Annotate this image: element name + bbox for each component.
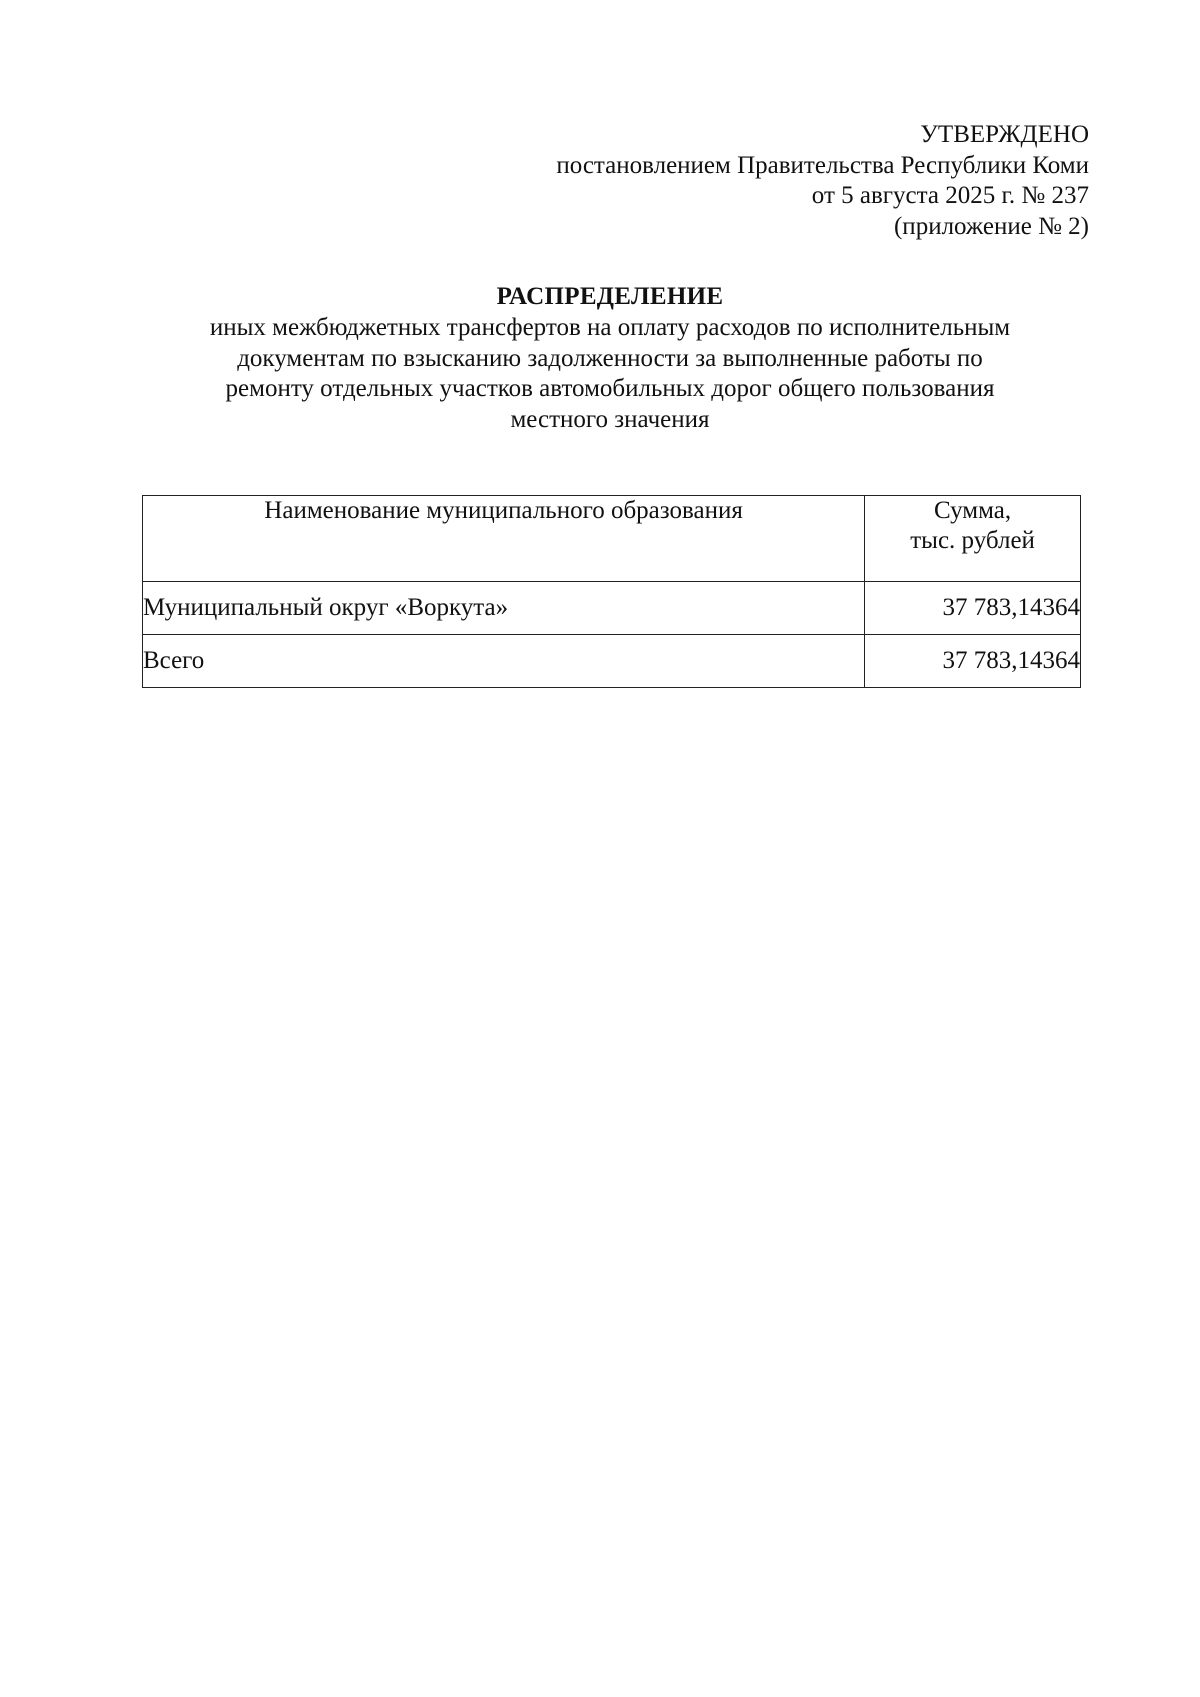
subtitle-line: ремонту отдельных участков автомобильных дорог общего пользования	[225, 375, 995, 402]
subtitle-line: местного значения	[510, 405, 710, 433]
document-subtitle	[135, 313, 1085, 435]
table-row-total	[143, 635, 1081, 688]
sum-cell: 37 783,14364	[865, 582, 1081, 635]
table-row	[143, 582, 1081, 635]
document-heading	[135, 282, 1085, 435]
column-header-municipality: Наименование муниципального образования	[143, 496, 865, 582]
column-header-sum-unit: тыс. рублей	[910, 527, 1035, 554]
subtitle-line: иных межбюджетных трансфертов на оплату расходов по исполнительным	[209, 314, 1011, 341]
document-title: РАСПРЕДЕЛЕНИЕ	[496, 283, 724, 310]
approval-stamp-block	[556, 120, 1089, 242]
approval-appendix: (приложение № 2)	[893, 212, 1089, 240]
table-header-row	[143, 496, 1081, 582]
subtitle-line: документам по взысканию задолженности за выполненные работы по	[237, 344, 983, 372]
approval-title: УТВЕРЖДЕНО	[920, 121, 1089, 148]
approval-date-number: от 5 августа 2025 г. № 237	[811, 182, 1089, 209]
approval-decree: постановлением Правительства Республики Коми	[556, 151, 1089, 179]
column-header-sum	[865, 496, 1081, 582]
total-label-cell: Всего	[143, 635, 865, 688]
distribution-table	[142, 495, 1081, 688]
total-sum-cell: 37 783,14364	[865, 635, 1081, 688]
municipality-name-cell: Муниципальный округ «Воркута»	[143, 582, 865, 635]
column-header-sum-line: Сумма,	[934, 497, 1012, 524]
